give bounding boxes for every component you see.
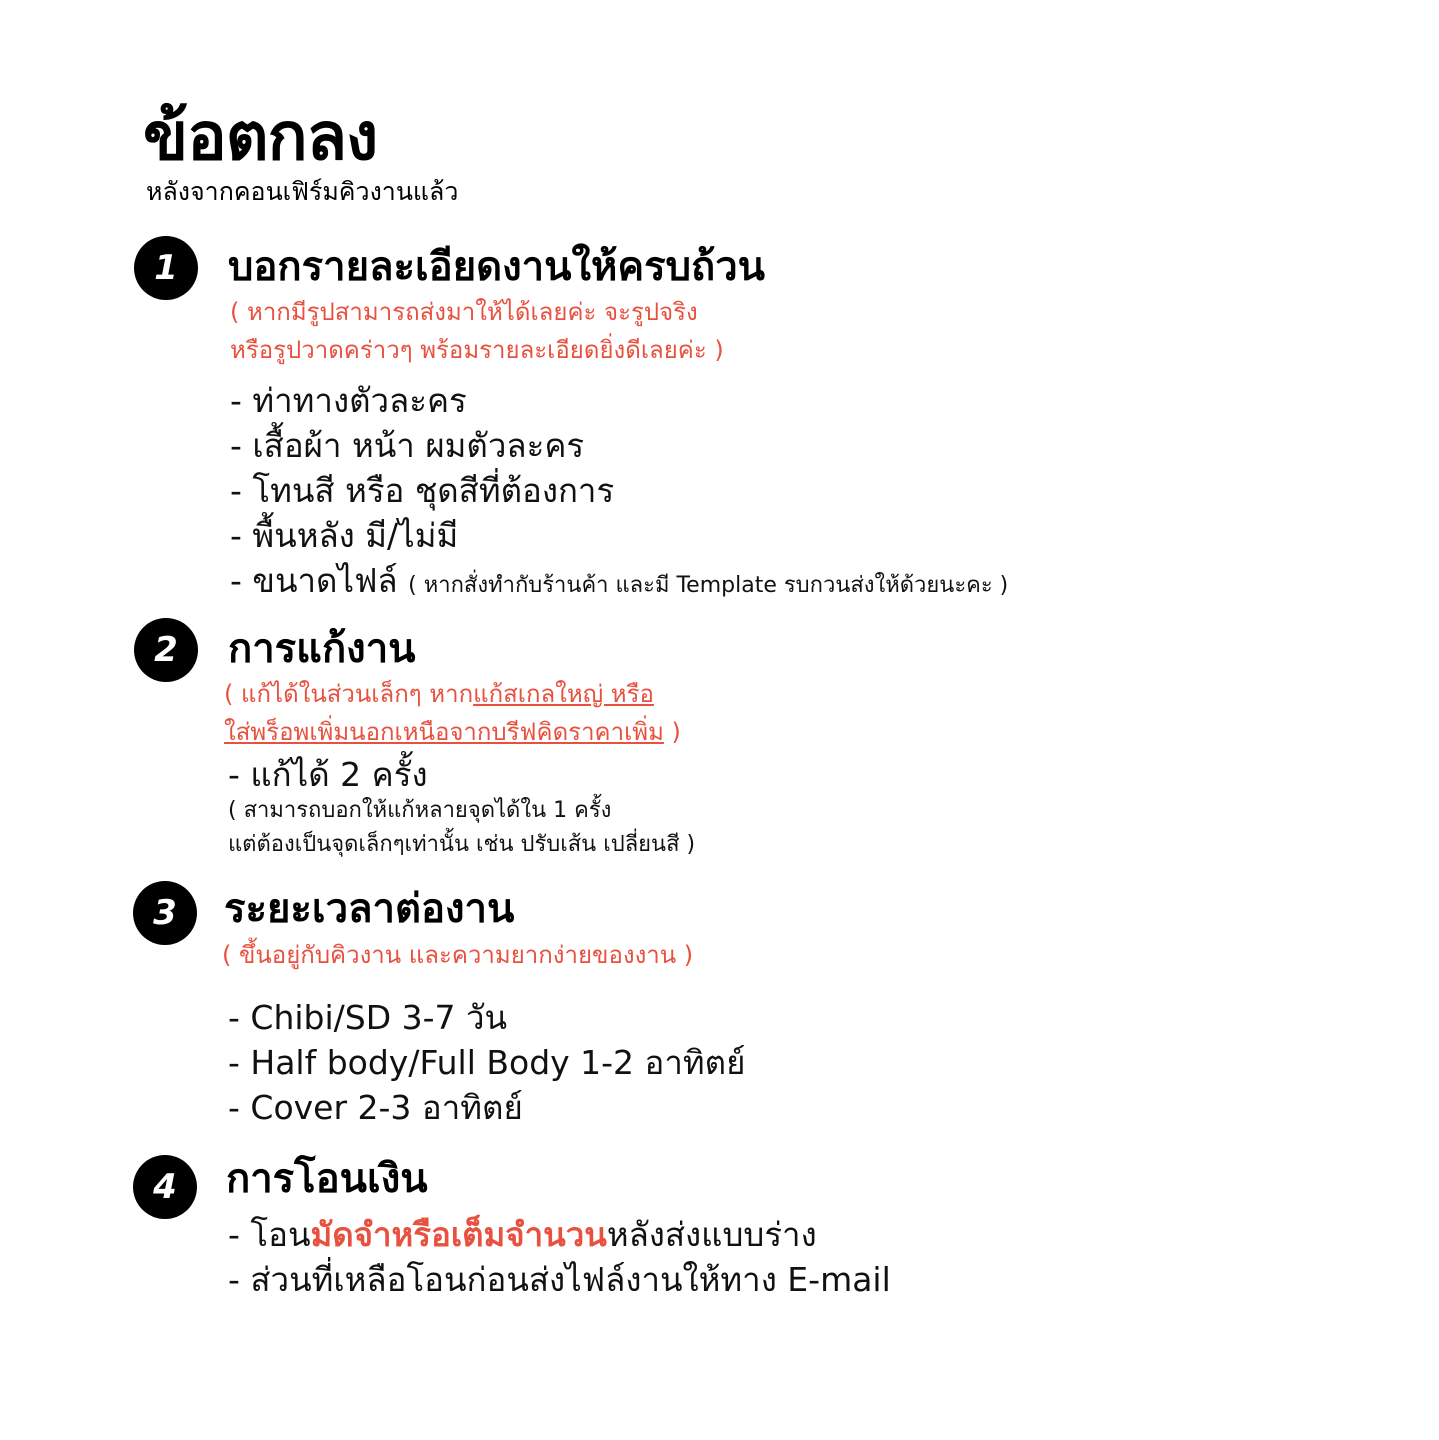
list-item: - พื้นหลัง มี/ไม่มี (230, 516, 459, 555)
list-item: - ส่วนที่เหลือโอนก่อนส่งไฟล์งานให้ทาง E-mail (228, 1260, 891, 1299)
section-title: การโอนเงิน (226, 1156, 428, 1202)
payment-list (228, 1212, 891, 1302)
sub-note-line: แต่ต้องเป็นจุดเล็กๆเท่านั้น เช่น ปรับเส้น เปลี่ยนสี ) (228, 832, 696, 857)
list-item-text: - ขนาดไฟล์ (230, 561, 398, 600)
note-underlined: แก้สเกลใหญ่ หรือ (473, 680, 654, 708)
section-note-line (224, 714, 681, 750)
duration-list (228, 995, 745, 1130)
list-item-text: - โอน (228, 1215, 311, 1254)
revision-list (228, 752, 428, 797)
list-item-text: หลังส่งแบบร่าง (606, 1215, 817, 1254)
list-item: - ท่าทางตัวละคร (230, 381, 467, 420)
section-note-line: หรือรูปวาดคร่าวๆ พร้อมรายละเอียดยิ่งดีเลยค่ะ ) (230, 336, 724, 364)
list-item: - Half body/Full Body 1-2 อาทิตย์ (228, 1043, 746, 1082)
list-item: - โทนสี หรือ ชุดสีที่ต้องการ (230, 471, 615, 510)
list-item (230, 558, 1008, 608)
number-badge-3: 3 (133, 881, 197, 945)
list-item-note: ( หากสั่งทำกับร้านค้า และมี Template รบกวนส่งให้ด้วยนะคะ ) (408, 573, 1009, 598)
section-title: ระยะเวลาต่องาน (224, 886, 515, 932)
section-title: การแก้งาน (228, 626, 416, 672)
section-note-line: ( หากมีรูปสามารถส่งมาให้ได้เลยค่ะ จะรูปจริง (230, 298, 698, 326)
note-text: ) (663, 718, 681, 746)
detail-list (230, 378, 1008, 608)
highlight-text: มัดจำหรือเต็มจำนวน (310, 1215, 607, 1254)
number-badge-2: 2 (134, 618, 198, 682)
sub-note-line: ( สามารถบอกให้แก้หลายจุดได้ใน 1 ครั้ง (228, 798, 612, 823)
section-note-line: ( ขึ้นอยู่กับคิวงาน และความยากง่ายของงาน ) (222, 941, 694, 969)
list-item: - Chibi/SD 3-7 วัน (228, 998, 508, 1037)
number-badge-1: 1 (134, 236, 198, 300)
note-underlined: ใส่พร็อพเพิ่มนอกเหนือจากบรีฟคิดราคาเพิ่ม (224, 718, 664, 746)
page-subtitle: หลังจากคอนเฟิร์มคิวงานแล้ว (146, 177, 459, 206)
page-title: ข้อตกลง (143, 98, 378, 175)
list-item: - เสื้อผ้า หน้า ผมตัวละคร (230, 426, 585, 465)
number-badge-4: 4 (133, 1155, 197, 1219)
list-item (228, 1212, 891, 1257)
section-title: บอกรายละเอียดงานให้ครบถ้วน (228, 244, 766, 290)
section-note-line (224, 676, 654, 712)
list-item: - Cover 2-3 อาทิตย์ (228, 1088, 523, 1127)
note-text: ( แก้ได้ในส่วนเล็กๆ หาก (224, 680, 474, 708)
list-item: - แก้ได้ 2 ครั้ง (228, 755, 428, 794)
